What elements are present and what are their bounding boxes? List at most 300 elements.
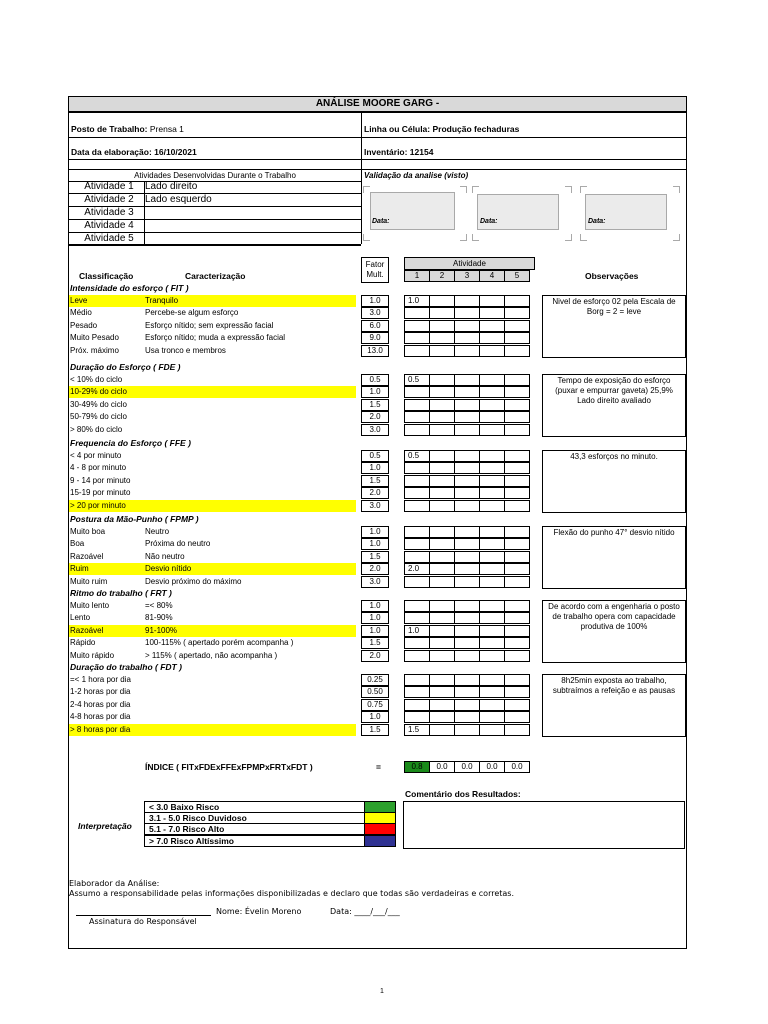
classification-cell: Razoável (70, 626, 104, 635)
activities-table (69, 181, 361, 246)
activity-cell[interactable] (504, 526, 530, 538)
col-header: 4 (479, 270, 505, 282)
section-title: Intensidade do esforço ( FIT ) (70, 283, 189, 293)
activity-cell[interactable] (504, 500, 530, 512)
index-value: 0.8 (404, 761, 430, 773)
activity-value: Lado esquerdo (145, 194, 212, 205)
activity-cell[interactable] (454, 450, 480, 462)
factor-cell: 1.0 (361, 538, 389, 550)
classification-cell: > 80% do ciclo (70, 425, 123, 434)
characterization-cell: Neutro (145, 527, 170, 536)
activity-cell[interactable] (404, 399, 430, 411)
activity-cell[interactable] (504, 450, 530, 462)
col-header: 3 (454, 270, 480, 282)
divider (68, 112, 687, 113)
activity-cell[interactable] (404, 332, 430, 344)
divider (68, 159, 687, 160)
activity-cell[interactable] (429, 674, 455, 686)
inventario: Inventário: 12154 (364, 147, 434, 157)
activity-cell[interactable] (454, 650, 480, 662)
classification-cell: 10-29% do ciclo (70, 387, 127, 396)
activity-cell[interactable] (479, 686, 505, 698)
activities-heading: Atividades Desenvolvidas Durante o Trabalho (69, 170, 361, 182)
activity-cell[interactable] (504, 674, 530, 686)
activity-cell[interactable] (454, 374, 480, 386)
activity-cell[interactable] (479, 674, 505, 686)
activity-cell[interactable] (479, 332, 505, 344)
classification-cell: Próx. máximo (70, 346, 119, 355)
divider (68, 244, 361, 245)
activity-cell[interactable] (404, 345, 430, 357)
activity-cell[interactable] (479, 320, 505, 332)
responsabilidade-text: Assumo a responsabilidade pelas informações disponibilizadas e declaro que todas são verdadeiras e corretas. (69, 889, 515, 898)
assinatura-label: Assinatura do Responsável (89, 917, 197, 926)
activity-cell[interactable] (504, 475, 530, 487)
activity-cell[interactable] (404, 411, 430, 423)
activity-cell[interactable] (454, 475, 480, 487)
classification-cell: Razoável (70, 552, 104, 561)
activity-cell[interactable] (454, 538, 480, 550)
activity-cell[interactable] (479, 475, 505, 487)
posto-label: Posto de Trabalho: Prensa 1 (71, 124, 184, 134)
data-elaboracao: Data da elaboração: 16/10/2021 (71, 147, 197, 157)
characterization-cell: 91-100% (145, 626, 178, 635)
activity-cell[interactable] (454, 551, 480, 563)
characterization-cell: Usa tronco e membros (145, 346, 226, 355)
activity-cell[interactable] (429, 475, 455, 487)
activity-cell[interactable] (479, 551, 505, 563)
activity-cell[interactable] (404, 307, 430, 319)
index-value: 0.0 (504, 761, 530, 773)
activity-cell[interactable] (504, 487, 530, 499)
activity-cell[interactable] (429, 462, 455, 474)
activity-row (69, 207, 361, 220)
activity-cell[interactable] (429, 500, 455, 512)
activity-cell[interactable] (429, 600, 455, 612)
activity-cell[interactable] (454, 699, 480, 711)
risk-row-high (144, 823, 395, 835)
activity-cell[interactable] (454, 637, 480, 649)
activity-cell[interactable] (454, 526, 480, 538)
classification-cell: < 10% do ciclo (70, 375, 123, 384)
row-highlight (69, 295, 356, 307)
activity-cell[interactable] (404, 487, 430, 499)
activity-cell[interactable] (454, 600, 480, 612)
activity-label: Atividade 5 (84, 233, 134, 244)
activity-cell[interactable] (479, 724, 505, 736)
col-header: 1 (404, 270, 430, 282)
activity-cell[interactable] (504, 637, 530, 649)
factor-cell: 1.5 (361, 475, 389, 487)
classification-cell: Médio (70, 308, 92, 317)
activity-cell[interactable] (429, 374, 455, 386)
activity-cell[interactable]: 2.0 (404, 563, 430, 575)
activity-cell[interactable] (429, 307, 455, 319)
activity-cell[interactable] (429, 699, 455, 711)
classification-cell: 1-2 horas por dia (70, 687, 131, 696)
activity-cell[interactable] (479, 576, 505, 588)
activity-cell[interactable] (429, 450, 455, 462)
risk-swatch-blue (364, 835, 396, 847)
activity-cells (404, 650, 535, 663)
activity-cell[interactable] (429, 637, 455, 649)
activity-cell[interactable] (479, 711, 505, 723)
activity-cells (404, 686, 535, 699)
factor-cell: 0.5 (361, 450, 389, 462)
section-title: Postura da Mão-Punho ( FPMP ) (70, 514, 199, 524)
activity-cell[interactable] (504, 320, 530, 332)
characterization-cell: Tranquilo (145, 296, 179, 305)
activity-cell[interactable] (454, 307, 480, 319)
activity-cell[interactable] (454, 424, 480, 436)
activity-cell[interactable] (404, 526, 430, 538)
activity-cell[interactable]: 1.5 (404, 724, 430, 736)
characterization-cell: Desvio próximo do máximo (145, 577, 242, 586)
factor-cell: 0.50 (361, 686, 389, 698)
activity-cell[interactable] (429, 320, 455, 332)
factor-cell: 2.0 (361, 487, 389, 499)
corner-mark (565, 186, 572, 193)
activity-cell[interactable] (429, 345, 455, 357)
activity-cell[interactable] (454, 711, 480, 723)
activity-cell[interactable] (504, 332, 530, 344)
activity-cell[interactable] (479, 500, 505, 512)
activity-cell[interactable] (454, 563, 480, 575)
activity-cell[interactable] (454, 612, 480, 624)
corner-mark (472, 234, 479, 241)
activity-cell[interactable] (504, 551, 530, 563)
factor-cell: 1.5 (361, 551, 389, 563)
activity-cell[interactable] (429, 424, 455, 436)
activity-cell[interactable] (429, 487, 455, 499)
activity-cell[interactable] (404, 475, 430, 487)
activity-cell[interactable] (454, 411, 480, 423)
activity-cell[interactable] (504, 650, 530, 662)
index-values (404, 761, 535, 774)
activity-cell[interactable]: 1.0 (404, 295, 430, 307)
document-title: ANÁLISE MOORE GARG - (69, 97, 686, 112)
activity-cell[interactable] (404, 462, 430, 474)
activity-cells (404, 386, 535, 399)
activity-cell[interactable] (479, 386, 505, 398)
divider (361, 112, 362, 244)
col-header: 5 (504, 270, 530, 282)
factor-cell: 0.5 (361, 374, 389, 386)
activity-cell[interactable] (504, 686, 530, 698)
risk-text: < 3.0 Baixo Risco (149, 802, 220, 812)
activity-cell[interactable] (429, 411, 455, 423)
activity-cell[interactable] (404, 650, 430, 662)
activity-cell[interactable] (454, 500, 480, 512)
elaborador-label: Elaborador da Análise: (69, 879, 160, 888)
characterization-cell: =< 80% (145, 601, 173, 610)
activity-cells (404, 332, 535, 345)
factor-cell: 1.0 (361, 600, 389, 612)
factor-cell: 2.0 (361, 411, 389, 423)
index-equals: = (376, 762, 381, 772)
observacoes-header: Observações (585, 271, 639, 281)
interpretation-label: Interpretação (78, 821, 132, 831)
activity-cell[interactable]: 0.5 (404, 450, 430, 462)
activity-cell[interactable] (454, 487, 480, 499)
activity-cell[interactable] (429, 563, 455, 575)
activity-cell[interactable] (454, 462, 480, 474)
activity-cell[interactable] (429, 526, 455, 538)
activity-cell[interactable] (404, 551, 430, 563)
data-field[interactable]: Data: ____/___/___ (330, 907, 400, 916)
comments-label: Comentário dos Resultados: (405, 789, 521, 799)
activity-cell[interactable]: 0.5 (404, 374, 430, 386)
risk-text: 3.1 - 5.0 Risco Duvidoso (149, 813, 247, 823)
section-title: Duração do trabalho ( FDT ) (70, 662, 182, 672)
factor-cell: 2.0 (361, 563, 389, 575)
page-number: 1 (380, 988, 384, 995)
activity-cell[interactable] (504, 424, 530, 436)
activity-cell[interactable] (404, 320, 430, 332)
activity-cell[interactable] (479, 612, 505, 624)
activity-cell[interactable] (404, 711, 430, 723)
activity-cell[interactable] (454, 625, 480, 637)
activity-cell[interactable] (479, 374, 505, 386)
characterization-cell: 100-115% ( apertado porém acompanha ) (145, 638, 294, 647)
observation-box: Nivel de esforço 02 pela Escala de Borg = 2 = leve (542, 295, 686, 358)
activity-cell[interactable] (504, 724, 530, 736)
activity-cell[interactable] (454, 674, 480, 686)
section-title: Duração do Esforço ( FDE ) (70, 362, 181, 372)
activity-cell[interactable] (454, 345, 480, 357)
activity-cell[interactable] (504, 625, 530, 637)
activity-cell[interactable] (479, 462, 505, 474)
activity-cell[interactable] (404, 386, 430, 398)
index-value: 0.0 (454, 761, 480, 773)
activity-cell[interactable] (479, 637, 505, 649)
activity-cell[interactable] (429, 711, 455, 723)
activity-cell[interactable] (479, 699, 505, 711)
index-value: 0.0 (479, 761, 505, 773)
classification-cell: Leve (70, 296, 88, 305)
observation-box: Tempo de exposição do esforço (puxar e empurrar gaveta) 25,9% Lado direito avaliado (542, 374, 686, 437)
activity-cell[interactable] (404, 699, 430, 711)
validation-heading: Validação da analise (visto) (364, 171, 469, 180)
activity-cell[interactable] (504, 411, 530, 423)
col-header: 2 (429, 270, 455, 282)
activity-cell[interactable] (429, 724, 455, 736)
divider (144, 181, 145, 244)
activity-cell[interactable] (454, 295, 480, 307)
atividade-header: Atividade (404, 257, 535, 270)
activity-cell[interactable]: 1.0 (404, 625, 430, 637)
classification-cell: 4-8 horas por dia (70, 712, 131, 721)
row-highlight (69, 625, 356, 637)
activity-cell[interactable] (479, 450, 505, 462)
activity-cell[interactable] (479, 295, 505, 307)
classification-cell: 30-49% do ciclo (70, 400, 127, 409)
activity-cell[interactable] (479, 563, 505, 575)
characterization-cell: Percebe-se algum esforço (145, 308, 239, 317)
linha-label: Linha ou Célula: Produção fechaduras (364, 124, 520, 134)
activity-cell[interactable] (504, 538, 530, 550)
activity-cell[interactable] (479, 600, 505, 612)
activity-cell[interactable] (454, 320, 480, 332)
activity-cell[interactable] (504, 374, 530, 386)
activity-cell[interactable] (454, 576, 480, 588)
corner-mark (363, 234, 370, 241)
activity-cell[interactable] (504, 699, 530, 711)
characterization-cell: Não neutro (145, 552, 185, 561)
activity-cells (404, 411, 535, 424)
activity-cell[interactable] (479, 650, 505, 662)
index-label: ÍNDICE ( FITxFDExFFExFPMPxFRTxFDT ) (145, 762, 313, 772)
corner-mark (580, 234, 587, 241)
factor-cell: 3.0 (361, 307, 389, 319)
date-label: Data: (372, 218, 390, 225)
classification-cell: < 4 por minuto (70, 451, 122, 460)
classificacao-header: Classificação (79, 271, 134, 281)
corner-mark (472, 186, 479, 193)
risk-row-very-high (144, 835, 395, 847)
activity-row (69, 220, 361, 233)
activity-columns (404, 270, 535, 283)
activity-value: Lado direito (145, 181, 198, 192)
factor-cell: 1.5 (361, 637, 389, 649)
caracterizacao-header: Caracterização (185, 271, 246, 281)
risk-text: > 7.0 Risco Altíssimo (149, 836, 234, 846)
activity-cell[interactable] (479, 411, 505, 423)
observation-box: De acordo com a engenharia o posto de trabalho opera com capacidade produtiva de 100% (542, 600, 686, 663)
activity-cell[interactable] (404, 600, 430, 612)
activity-cell[interactable] (479, 526, 505, 538)
activity-cell[interactable] (429, 295, 455, 307)
factor-cell: 9.0 (361, 332, 389, 344)
activity-cell[interactable] (454, 686, 480, 698)
activity-cell[interactable] (429, 686, 455, 698)
activity-cell[interactable] (504, 600, 530, 612)
activity-cell[interactable] (504, 711, 530, 723)
activity-cell[interactable] (429, 650, 455, 662)
corner-mark (460, 234, 467, 241)
activity-cell[interactable] (504, 612, 530, 624)
corner-mark (363, 186, 370, 193)
activity-cell[interactable] (404, 612, 430, 624)
activity-cell[interactable] (429, 576, 455, 588)
classification-cell: Muito boa (70, 527, 106, 536)
factor-cell: 0.75 (361, 699, 389, 711)
activity-cell[interactable] (429, 399, 455, 411)
characterization-cell: > 115% ( apertado, não acompanha ) (145, 651, 278, 660)
classification-cell: Ruim (70, 564, 89, 573)
activity-cell[interactable] (429, 551, 455, 563)
factor-cell: 0.25 (361, 674, 389, 686)
activity-cell[interactable] (404, 576, 430, 588)
activity-cell[interactable] (454, 386, 480, 398)
factor-cell: 3.0 (361, 424, 389, 436)
factor-cell: 13.0 (361, 345, 389, 357)
activity-cell[interactable] (404, 674, 430, 686)
activity-cells (404, 612, 535, 625)
activity-cell[interactable] (404, 424, 430, 436)
activity-cell[interactable] (404, 686, 430, 698)
factor-cell: 1.0 (361, 612, 389, 624)
activity-cell[interactable] (454, 399, 480, 411)
activity-cell[interactable] (479, 625, 505, 637)
activity-label: Atividade 4 (84, 220, 134, 231)
activity-cell[interactable] (504, 462, 530, 474)
activity-cell[interactable] (479, 345, 505, 357)
activity-cell[interactable] (504, 295, 530, 307)
risk-text: 5.1 - 7.0 Risco Alto (149, 824, 225, 834)
activity-cell[interactable] (479, 424, 505, 436)
factor-cell: 1.5 (361, 399, 389, 411)
activity-cell[interactable] (504, 563, 530, 575)
activity-cell[interactable] (504, 399, 530, 411)
row-highlight (69, 563, 356, 575)
activity-cell[interactable] (479, 538, 505, 550)
activity-cell[interactable] (504, 576, 530, 588)
activity-cell[interactable] (504, 345, 530, 357)
risk-swatch-red (364, 823, 396, 835)
activity-cell[interactable] (479, 399, 505, 411)
characterization-cell: 81-90% (145, 613, 173, 622)
activity-cells (404, 576, 535, 589)
activity-cells (404, 538, 535, 551)
classification-cell: Muito rápido (70, 651, 115, 660)
characterization-cell: Desvio nítido (145, 564, 192, 573)
activity-cell[interactable] (429, 538, 455, 550)
corner-mark (673, 186, 680, 193)
activity-label: Atividade 2 (84, 194, 134, 205)
activity-cell[interactable] (479, 487, 505, 499)
activity-cell[interactable] (504, 307, 530, 319)
characterization-cell: Esforço nítido; sem expressão facial (145, 321, 274, 330)
activity-cells (404, 500, 535, 513)
activity-cells (404, 724, 535, 737)
activity-cell[interactable] (479, 307, 505, 319)
factor-cell: 1.0 (361, 526, 389, 538)
activity-cell[interactable] (429, 386, 455, 398)
observation-box: 43,3 esforços no minuto. (542, 450, 686, 513)
activity-cell[interactable] (404, 637, 430, 649)
classification-cell: Muito ruim (70, 577, 108, 586)
characterization-cell: Esforço nítido; muda a expressão facial (145, 333, 286, 342)
activity-cell[interactable] (429, 625, 455, 637)
factor-cell: 1.0 (361, 295, 389, 307)
date-label: Data: (480, 218, 498, 225)
characterization-cell: Próxima do neutro (145, 539, 211, 548)
classification-cell: =< 1 hora por dia (70, 675, 131, 684)
activity-cell[interactable] (454, 332, 480, 344)
classification-cell: Muito lento (70, 601, 110, 610)
section-title: Frequencia do Esforço ( FFE ) (70, 438, 191, 448)
factor-cell: 1.5 (361, 724, 389, 736)
activity-cells (404, 424, 535, 437)
nome-field: Nome: Évelin Moreno (216, 907, 302, 916)
activity-cell[interactable] (429, 612, 455, 624)
activity-cell[interactable] (404, 538, 430, 550)
activity-row (69, 194, 361, 207)
activity-cells (404, 563, 535, 576)
classification-cell: Rápido (70, 638, 96, 647)
activity-cell[interactable] (454, 724, 480, 736)
activity-cell[interactable] (429, 332, 455, 344)
classification-cell: Muito Pesado (70, 333, 119, 342)
activity-label: Atividade 3 (84, 207, 134, 218)
activity-cells (404, 462, 535, 475)
activity-cell[interactable] (404, 500, 430, 512)
comments-box[interactable] (403, 801, 685, 849)
activity-cell[interactable] (504, 386, 530, 398)
activity-cells (404, 487, 535, 500)
factor-cell: 1.0 (361, 625, 389, 637)
